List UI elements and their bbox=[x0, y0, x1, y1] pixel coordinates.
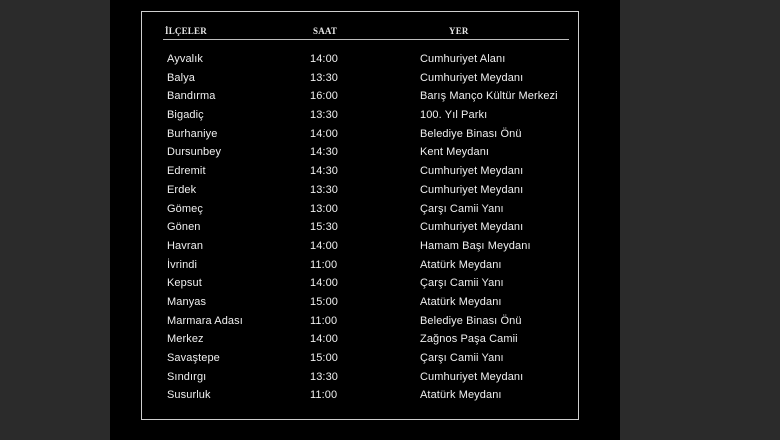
place-cell: Barış Manço Kültür Merkezi bbox=[420, 90, 558, 103]
district-cell: İvrindi bbox=[167, 258, 198, 271]
place-cell: Çarşı Camii Yanı bbox=[420, 202, 504, 215]
district-cell: Balya bbox=[167, 71, 196, 84]
place-cell: Belediye Binası Önü bbox=[420, 127, 522, 140]
time-cell: 13:30 bbox=[310, 370, 339, 383]
table-row bbox=[0, 88, 780, 107]
table-row bbox=[0, 201, 780, 220]
table-body bbox=[0, 51, 780, 406]
district-cell: Gömeç bbox=[167, 202, 203, 215]
table-row bbox=[0, 163, 780, 182]
place-cell: Çarşı Camii Yanı bbox=[420, 352, 504, 364]
place-cell: Atatürk Meydanı bbox=[420, 389, 502, 402]
place-cell: Cumhuriyet Alanı bbox=[420, 53, 506, 65]
time-cell: 16:00 bbox=[310, 90, 339, 103]
district-cell: Burhaniye bbox=[167, 127, 218, 140]
header-time: SAAT bbox=[313, 26, 338, 36]
district-cell: Havran bbox=[167, 239, 204, 252]
place-cell: Atatürk Meydanı bbox=[420, 258, 502, 271]
district-cell: Dursunbey bbox=[167, 146, 222, 159]
place-cell: Atatürk Meydanı bbox=[420, 295, 502, 308]
district-cell: Ayvalık bbox=[167, 53, 203, 65]
table-row bbox=[0, 350, 780, 369]
district-cell: Sındırgı bbox=[167, 370, 207, 383]
header-place: YER bbox=[449, 26, 469, 36]
time-cell: 15:30 bbox=[310, 221, 339, 234]
place-cell: Cumhuriyet Meydanı bbox=[420, 221, 524, 234]
place-cell: Zağnos Paşa Camii bbox=[420, 333, 518, 346]
table-row bbox=[0, 369, 780, 388]
time-cell: 14:30 bbox=[310, 146, 339, 159]
district-cell: Susurluk bbox=[167, 389, 211, 402]
district-cell: Bigadiç bbox=[167, 109, 204, 122]
time-cell: 14:00 bbox=[310, 277, 339, 290]
district-cell: Gönen bbox=[167, 221, 201, 234]
place-cell: Cumhuriyet Meydanı bbox=[420, 165, 524, 178]
table-row bbox=[0, 238, 780, 257]
table-row bbox=[0, 107, 780, 126]
time-cell: 13:30 bbox=[310, 183, 339, 196]
place-cell: Cumhuriyet Meydanı bbox=[420, 71, 524, 84]
time-cell: 13:30 bbox=[310, 71, 339, 84]
place-cell: Hamam Başı Meydanı bbox=[420, 239, 531, 252]
time-cell: 14:00 bbox=[310, 239, 339, 252]
table-row bbox=[0, 126, 780, 145]
place-cell: Cumhuriyet Meydanı bbox=[420, 370, 524, 383]
table-row bbox=[0, 219, 780, 238]
district-cell: Edremit bbox=[167, 165, 206, 178]
district-cell: Savaştepe bbox=[167, 352, 220, 364]
place-cell: Cumhuriyet Meydanı bbox=[420, 183, 524, 196]
district-cell: Merkez bbox=[167, 333, 204, 346]
time-cell: 15:00 bbox=[310, 352, 339, 364]
time-cell: 14:00 bbox=[310, 53, 339, 65]
district-cell: Erdek bbox=[167, 183, 197, 196]
table-row bbox=[0, 275, 780, 294]
table-row bbox=[0, 144, 780, 163]
time-cell: 11:00 bbox=[310, 314, 338, 327]
table-row bbox=[0, 257, 780, 276]
time-cell: 14:00 bbox=[310, 127, 339, 140]
district-cell: Bandırma bbox=[167, 90, 216, 103]
district-cell: Marmara Adası bbox=[167, 314, 243, 327]
place-cell: 100. Yıl Parkı bbox=[420, 109, 488, 122]
header-divider bbox=[163, 39, 569, 40]
header-district: İLÇELER bbox=[165, 26, 207, 36]
table-row bbox=[0, 182, 780, 201]
time-cell: 14:00 bbox=[310, 333, 339, 346]
time-cell: 13:30 bbox=[310, 109, 339, 122]
district-cell: Kepsut bbox=[167, 277, 202, 290]
place-cell: Kent Meydanı bbox=[420, 146, 490, 159]
time-cell: 15:00 bbox=[310, 295, 339, 308]
table-row bbox=[0, 294, 780, 313]
table-row bbox=[0, 51, 780, 70]
table-row bbox=[0, 387, 780, 406]
district-cell: Manyas bbox=[167, 295, 207, 308]
table-row bbox=[0, 313, 780, 332]
time-cell: 13:00 bbox=[310, 202, 339, 215]
place-cell: Belediye Binası Önü bbox=[420, 314, 522, 327]
table-row bbox=[0, 331, 780, 350]
time-cell: 11:00 bbox=[310, 258, 338, 271]
time-cell: 11:00 bbox=[310, 389, 338, 402]
table-row bbox=[0, 70, 780, 89]
time-cell: 14:30 bbox=[310, 165, 339, 178]
place-cell: Çarşı Camii Yanı bbox=[420, 277, 504, 290]
